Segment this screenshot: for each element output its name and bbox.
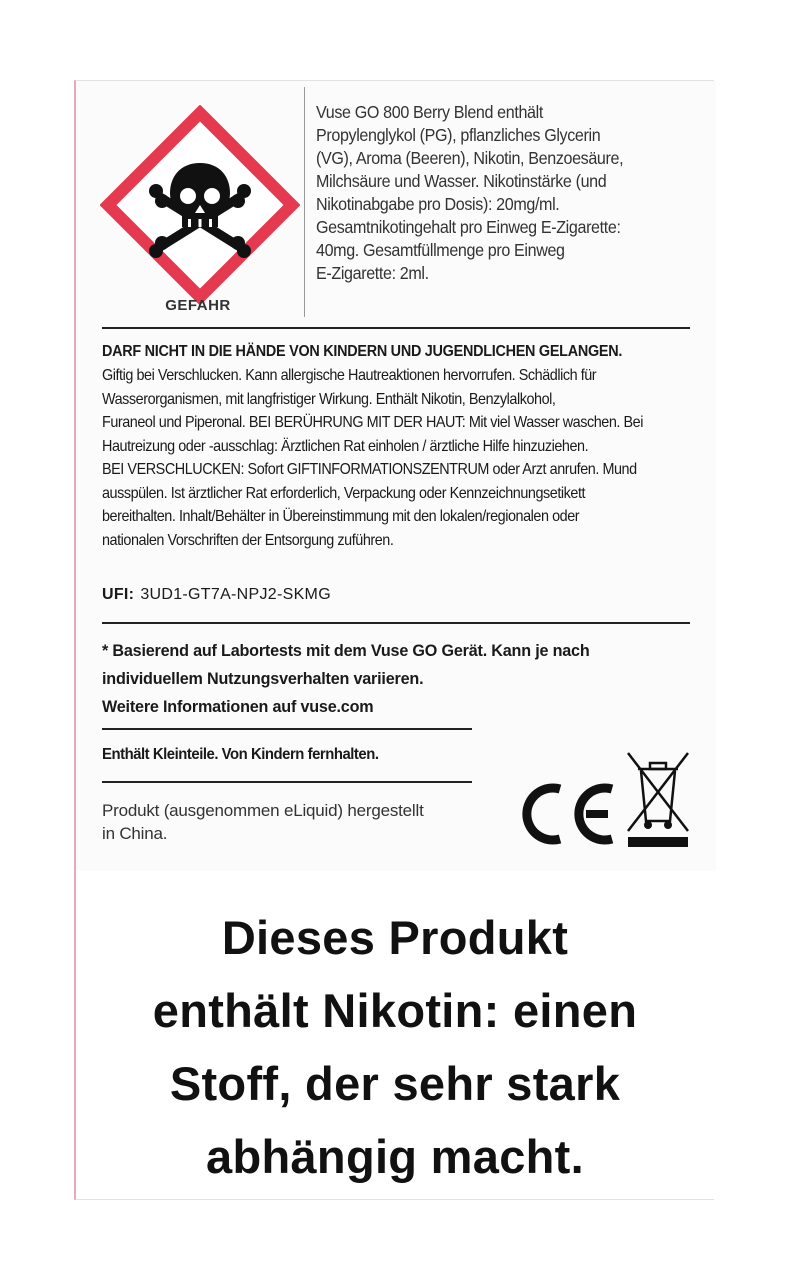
skull-crossbones-icon [100, 105, 300, 315]
small-parts-warning: Enthält Kleinteile. Von Kindern fernhalten. [102, 746, 379, 763]
ufi-label: UFI: [102, 586, 135, 603]
ufi-value: 3UD1-GT7A-NPJ2-SKMG [140, 586, 331, 603]
product-label-panel [74, 80, 714, 1200]
safety-warning [102, 343, 678, 552]
section-divider [102, 622, 690, 624]
ingredients-text [316, 101, 679, 285]
nicotine-warning-line: enthält Nikotin: einen [152, 984, 638, 1037]
vertical-divider [304, 87, 305, 317]
ce-mark-icon [516, 781, 616, 847]
ingredients-line: E-Zigarette: 2ml. [316, 263, 429, 283]
ufi-code [102, 586, 331, 604]
lab-test-note [102, 637, 691, 721]
ingredients-line: Vuse GO 800 Berry Blend enthält [316, 102, 543, 122]
ingredients-line: Nikotinabgabe pro Dosis): 20mg/ml. [316, 194, 560, 214]
origin-line: in China. [102, 824, 168, 843]
label-information-section [76, 81, 716, 871]
section-divider [102, 781, 472, 783]
ingredients-line: (VG), Aroma (Beeren), Nikotin, Benzoesäure, [316, 148, 624, 168]
ingredients-line: 40mg. Gesamtfüllmenge pro Einweg [316, 240, 565, 260]
warning-line: Hautreizung oder -ausschlag: Ärztlichen Rat einholen / ärztliche Hilfe hinzuziehen. [102, 437, 589, 455]
warning-line: Furaneol und Piperonal. BEI BERÜHRUNG MIT DER HAUT: Mit viel Wasser waschen. Bei [102, 414, 643, 431]
nicotine-warning-line: abhängig macht. [206, 1130, 584, 1183]
warning-line: Wasserorganismen, mit langfristiger Wirkung. Enthält Nikotin, Benzylalkohol, [102, 390, 556, 408]
nicotine-warning-line: Dieses Produkt [221, 911, 569, 964]
origin-line: Produkt (ausgenommen eLiquid) hergestellt [102, 801, 424, 820]
warning-line: nationalen Vorschriften der Entsorgung zuführen. [102, 531, 394, 549]
warning-title: DARF NICHT IN DIE HÄNDE VON KINDERN UND JUGENDLICHEN GELANGEN. [102, 343, 623, 360]
warning-line: bereithalten. Inhalt/Behälter in Übereinstimmung mit den lokalen/regionalen oder [102, 508, 580, 525]
lab-note-line: individuellem Nutzungsverhalten variieren. [102, 669, 424, 688]
nicotine-warning [76, 901, 714, 1193]
lab-note-line: * Basierend auf Labortests mit dem Vuse GO Gerät. Kann je nach [102, 641, 590, 660]
hazard-signal-word: GEFAHR [165, 297, 231, 314]
section-divider [102, 327, 690, 329]
lab-note-line: Weitere Informationen auf vuse.com [102, 697, 374, 716]
ingredients-line: Propylenglykol (PG), pflanzliches Glycerin [316, 125, 601, 145]
warning-line: ausspülen. Ist ärztlicher Rat erforderlich, Verpackung oder Kennzeichnungsetikett [102, 484, 586, 502]
warning-line: Giftig bei Verschlucken. Kann allergische Hautreaktionen hervorrufen. Schädlich für [102, 367, 597, 384]
origin-text [102, 799, 472, 845]
warning-line: BEI VERSCHLUCKEN: Sofort GIFTINFORMATIONSZENTRUM oder Arzt anrufen. Mund [102, 461, 637, 478]
crossed-out-bin-icon [624, 749, 692, 849]
section-divider [102, 728, 472, 730]
nicotine-warning-section [76, 871, 714, 1199]
nicotine-warning-line: Stoff, der sehr stark [169, 1057, 621, 1110]
ingredients-line: Milchsäure und Wasser. Nikotinstärke (und [316, 171, 607, 191]
ingredients-line: Gesamtnikotingehalt pro Einweg E-Zigarette: [316, 217, 621, 237]
